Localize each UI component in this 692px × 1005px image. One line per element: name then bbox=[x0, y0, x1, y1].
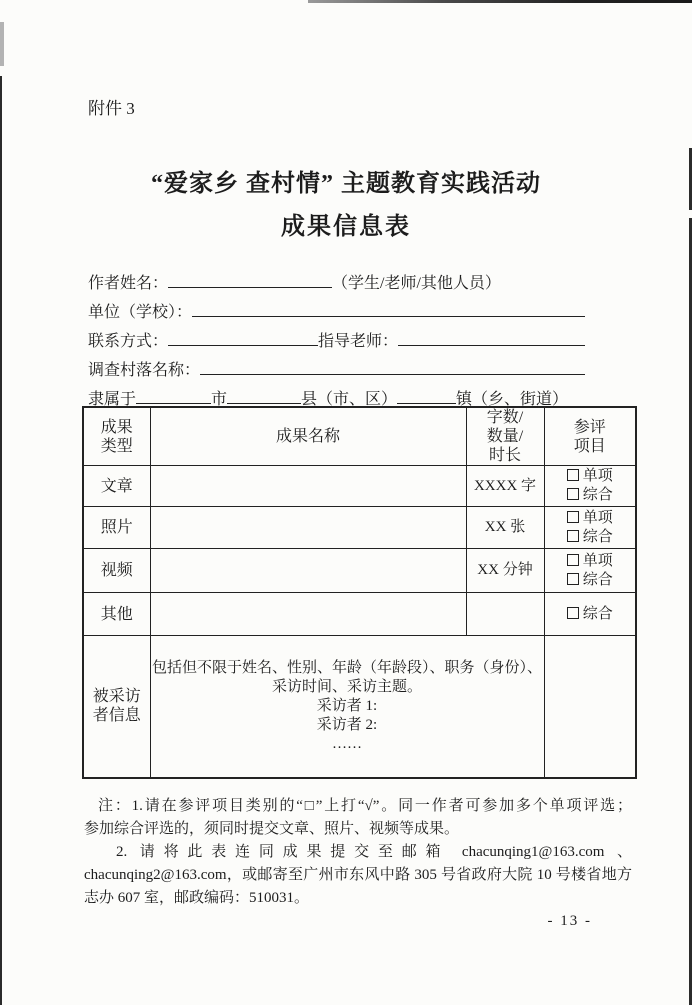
option-single bbox=[545, 467, 636, 486]
interviewee-options-blank bbox=[544, 636, 636, 778]
contact-label: 联系方式： bbox=[88, 333, 169, 350]
document-title-line1: “爱家乡 查村情” 主题教育实践活动 bbox=[151, 171, 541, 197]
note-line-1: 注：1.请在参评项目类别的“□”上打“√”。同一作者可参加多个单项评选； bbox=[98, 798, 632, 814]
article-name-blank bbox=[150, 466, 466, 507]
scan-artifact-left-smudge bbox=[0, 22, 4, 66]
option-label: 综合 bbox=[582, 571, 613, 588]
notes-block bbox=[84, 795, 632, 910]
county-blank bbox=[227, 389, 301, 404]
table-row-video bbox=[83, 549, 636, 593]
checkbox-icon bbox=[567, 530, 579, 542]
option-single bbox=[545, 552, 636, 571]
results-info-table bbox=[82, 406, 637, 779]
article-amount: XXXX 字 bbox=[466, 466, 544, 507]
checkbox-icon bbox=[567, 488, 579, 500]
tutor-label: 指导老师： bbox=[318, 333, 399, 350]
attachment-label: 附件 3 bbox=[88, 99, 135, 118]
contact-blank bbox=[168, 331, 318, 346]
unit-label: 单位（学校）： bbox=[88, 304, 193, 321]
checkbox-icon bbox=[567, 469, 579, 481]
checkbox-icon bbox=[567, 607, 579, 619]
town-label: 镇（乡、街道） bbox=[456, 391, 569, 408]
option-label: 单项 bbox=[582, 468, 613, 484]
table-row-photo bbox=[83, 507, 636, 549]
video-type-label: 视频 bbox=[83, 549, 150, 593]
option-combined bbox=[545, 528, 636, 547]
col-header-result-type: 成果 类型 bbox=[83, 407, 150, 466]
interviewee-label: 被采访 者信息 bbox=[83, 636, 150, 778]
option-single bbox=[545, 509, 636, 528]
other-amount bbox=[466, 593, 544, 636]
table-row-other bbox=[83, 593, 636, 636]
article-type-label: 文章 bbox=[83, 466, 150, 507]
option-label: 综合 bbox=[582, 528, 613, 545]
table-row-interviewee bbox=[83, 636, 636, 778]
other-name-blank bbox=[150, 593, 466, 636]
tutor-blank bbox=[398, 331, 585, 346]
interviewee-content: 包括但不限于姓名、性别、年龄（年龄段）、职务（身份）、 采访时间、采访主题。 采访者 1: 采访者 2: …… bbox=[150, 636, 544, 778]
village-name-line bbox=[88, 357, 585, 379]
checkbox-icon bbox=[567, 554, 579, 566]
scan-artifact-top-edge bbox=[308, 0, 692, 3]
contact-line bbox=[88, 328, 585, 350]
video-name-blank bbox=[150, 549, 466, 593]
city-blank bbox=[136, 389, 211, 404]
col-header-amount: 字数/ 数量/ 时长 bbox=[466, 407, 544, 466]
author-name-label: 作者姓名： bbox=[88, 275, 169, 292]
document-title-line2: 成果信息表 bbox=[281, 214, 411, 240]
checkbox-icon bbox=[567, 511, 579, 523]
option-label: 综合 bbox=[582, 487, 613, 503]
video-amount: XX 分钟 bbox=[466, 549, 544, 593]
article-options-cell bbox=[544, 466, 636, 507]
col-header-result-name: 成果名称 bbox=[150, 407, 466, 466]
note-line-3: 2. 请将此表连同成果提交至邮箱 chacunqing1@163.com 、 bbox=[116, 844, 632, 860]
video-options-cell bbox=[544, 549, 636, 593]
unit-line bbox=[88, 299, 585, 321]
table-header-row bbox=[83, 407, 636, 466]
option-label: 综合 bbox=[582, 605, 613, 622]
author-name-blank bbox=[168, 273, 332, 288]
option-combined bbox=[545, 571, 636, 590]
photo-type-label: 照片 bbox=[83, 507, 150, 549]
note-line-5: 志办 607 室，邮政编码：510031。 bbox=[84, 890, 310, 906]
county-label: 县（市、区） bbox=[301, 391, 398, 408]
checkbox-icon bbox=[567, 573, 579, 585]
unit-blank bbox=[192, 302, 585, 317]
village-name-label: 调查村落名称： bbox=[88, 362, 201, 379]
photo-amount: XX 张 bbox=[466, 507, 544, 549]
other-type-label: 其他 bbox=[83, 593, 150, 636]
other-options-cell bbox=[544, 593, 636, 636]
village-location-line bbox=[88, 386, 568, 408]
belong-prefix-label: 隶属于 bbox=[88, 391, 137, 408]
city-label: 市 bbox=[211, 391, 228, 408]
author-name-line bbox=[88, 270, 501, 292]
option-label: 单项 bbox=[582, 552, 613, 569]
author-role-hint: （学生/老师/其他人员） bbox=[332, 275, 501, 292]
village-name-blank bbox=[200, 360, 585, 375]
photo-options-cell bbox=[544, 507, 636, 549]
photo-name-blank bbox=[150, 507, 466, 549]
town-blank bbox=[397, 389, 456, 404]
note-line-4: chacunqing2@163.com，或邮寄至广州市东风中路 305 号省政府大院 10 号楼省地方 bbox=[84, 867, 632, 883]
option-combined bbox=[545, 605, 636, 624]
page-number: - 13 - bbox=[547, 913, 592, 929]
option-label: 单项 bbox=[582, 509, 613, 526]
table-row-article bbox=[83, 466, 636, 507]
option-combined bbox=[545, 486, 636, 505]
note-line-2: 参加综合评选的，须同时提交文章、照片、视频等成果。 bbox=[84, 821, 460, 837]
col-header-project: 参评 项目 bbox=[544, 407, 636, 466]
